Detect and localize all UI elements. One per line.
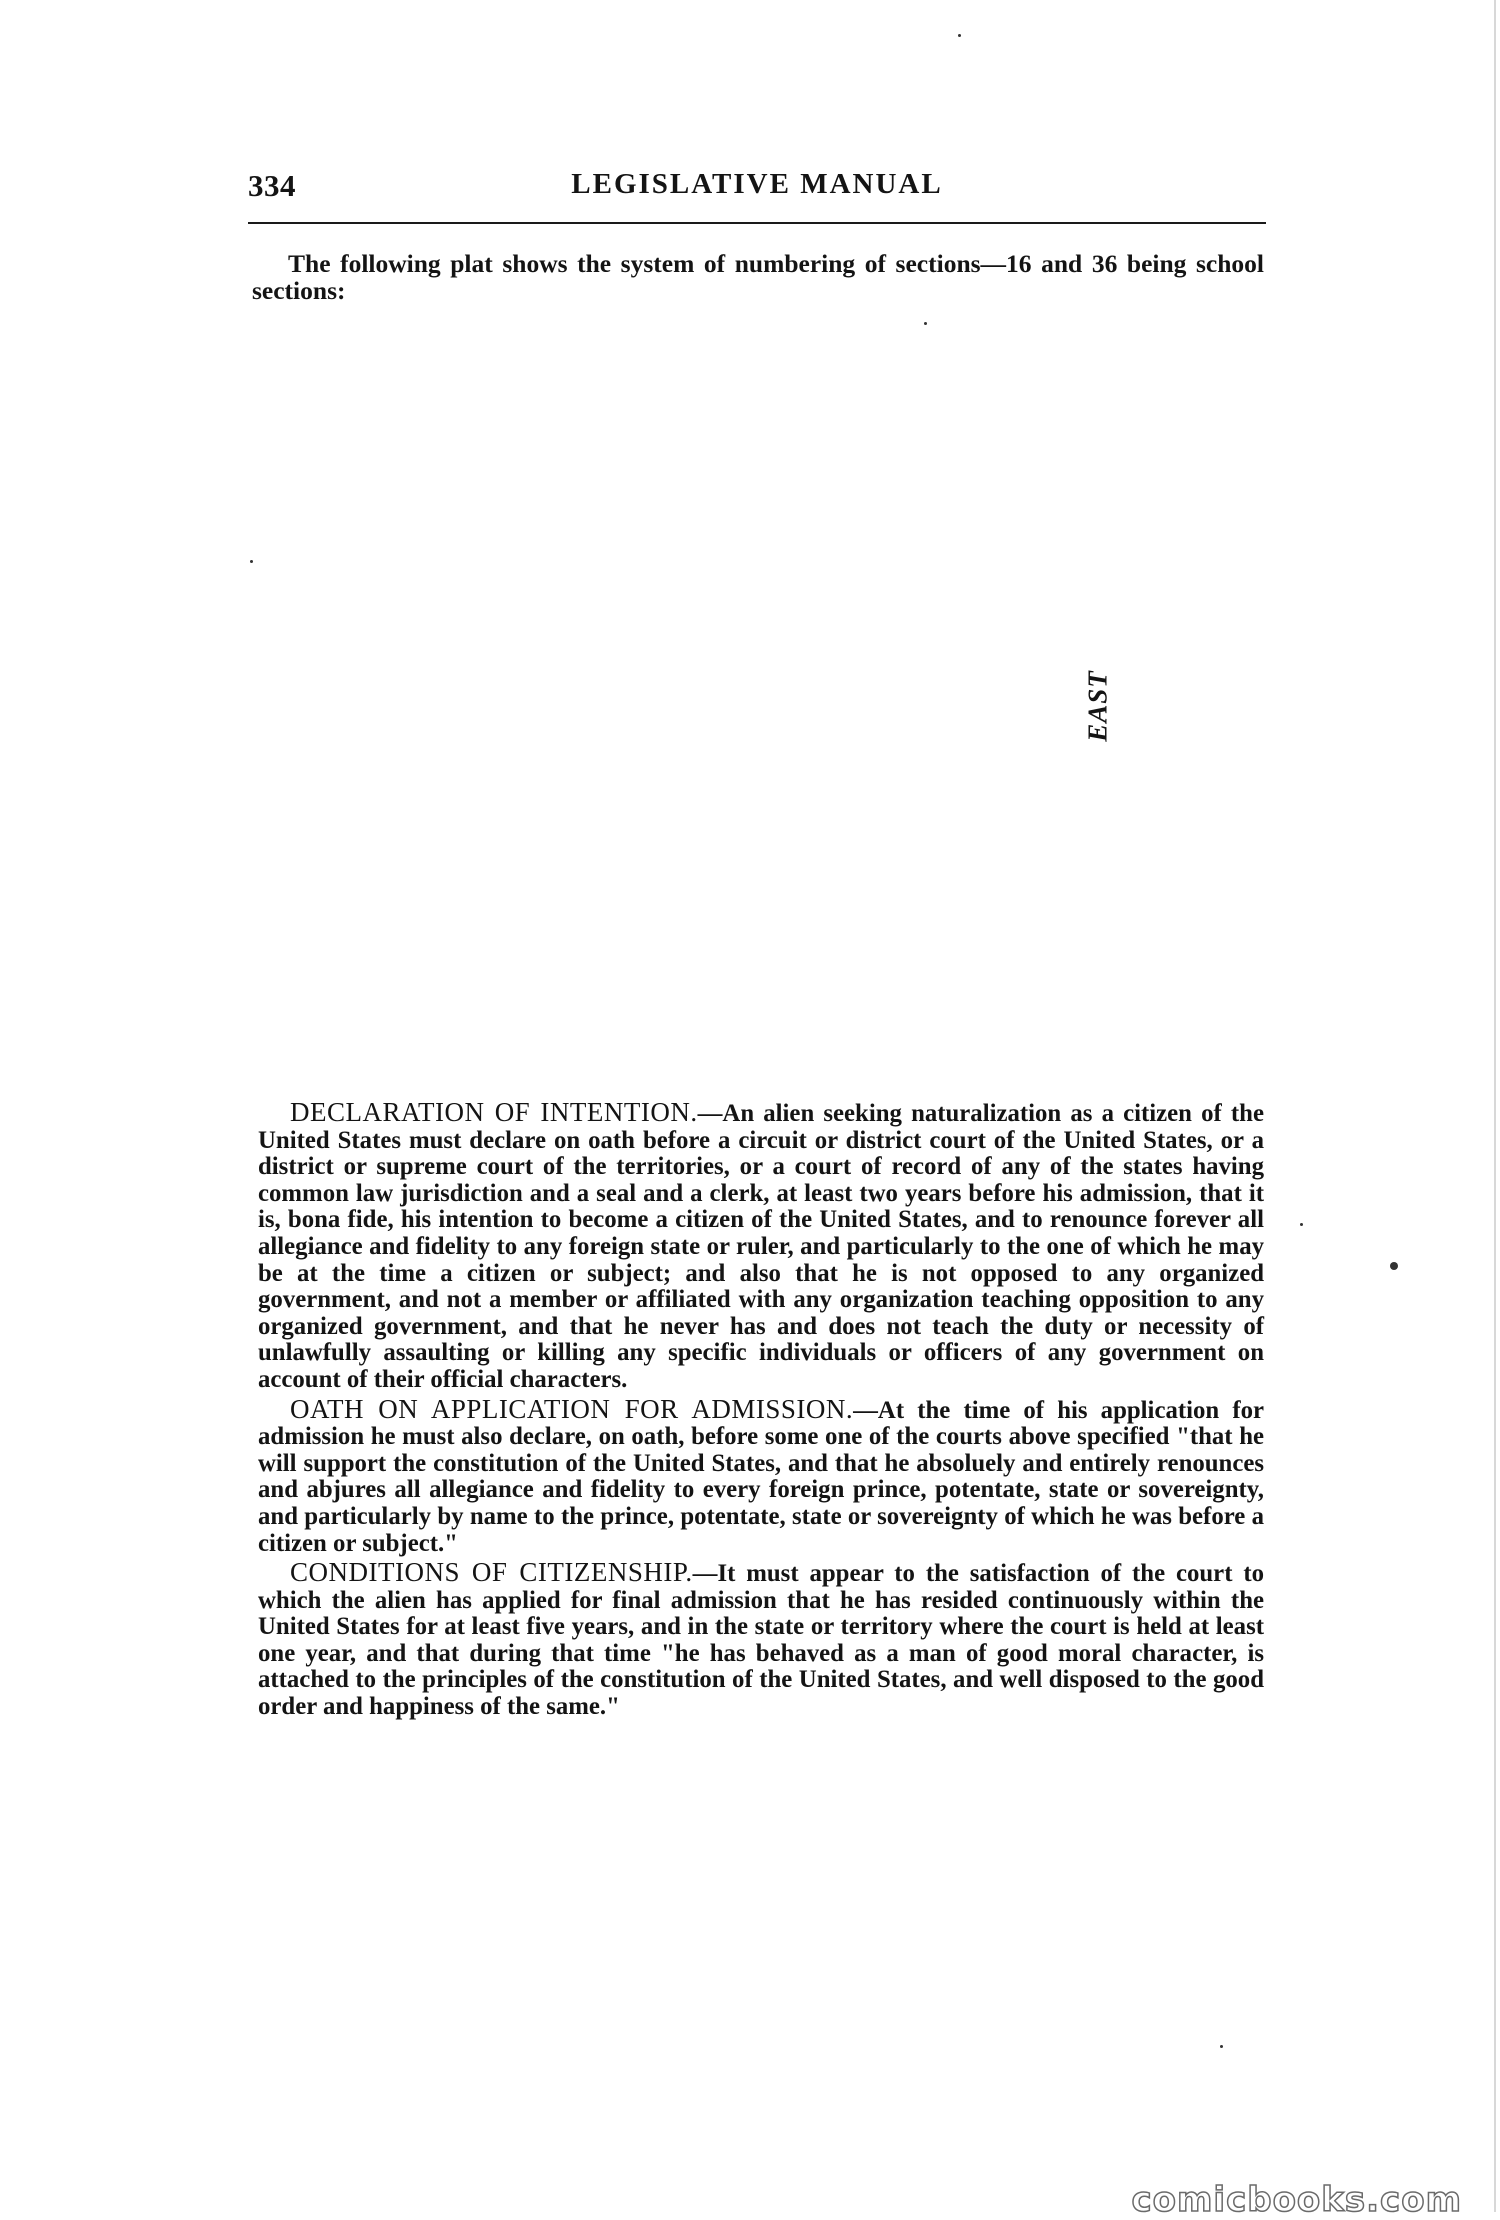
scan-speck <box>250 560 253 563</box>
section-heading: CONDITIONS OF CITIZENSHIP. <box>290 1557 693 1588</box>
section-heading: DECLARATION OF INTENTION. <box>290 1097 698 1127</box>
page-number: 334 <box>248 168 296 203</box>
page-header <box>248 168 1266 224</box>
running-title: LEGISLATIVE MANUAL <box>571 168 943 200</box>
scan-speck <box>1220 2045 1223 2048</box>
section-heading: OATH ON APPLICATION FOR ADMISSION. <box>290 1393 854 1424</box>
section-oath <box>258 1393 1264 1558</box>
section-text: —It must appear to the satisfaction of the court to which the alien has applied for final admission that he has resided continuously within the United States for at least five years, and in the state or territory where the court is held at least one year, and that during that time "he has behaved as a man of good moral character, is attached to the principles of the constitution of the United States, and well disposed to the good order and happiness of the same." <box>258 1560 1264 1721</box>
scan-speck <box>924 322 927 325</box>
section-conditions <box>258 1559 1264 1721</box>
intro-paragraph: The following plat shows the system of numbering of sections—16 and 36 being school sections: <box>252 249 1264 305</box>
page-edge <box>1494 0 1496 2212</box>
scan-speck <box>1300 1223 1303 1226</box>
section-declaration <box>258 1099 1264 1394</box>
plat-east-label: EAST <box>1082 670 1113 742</box>
section-text: —At the time of his application for admission he must also declare, on oath, before some one of the courts above specified "that he will support the constitution of the United States, and that he absoluely and entirely renounces and abjures all allegiance and fidelity to every foreign prince, potentate, state or sovereignty, and particularly by name to the prince, potentate, state or sovereignty of which he was before a citizen or subject." <box>258 1396 1264 1557</box>
scan-speck <box>958 34 961 37</box>
body-text <box>258 1099 1264 1723</box>
watermark-logo: comicbooks.com <box>1131 2180 1462 2220</box>
section-text: —An alien seeking naturalization as a citizen of the United States must declare on oath before a circuit or district court of the United States, or a district or supreme court of the territories, or a court of record of any of the states having common law jurisdiction and a seal and a clerk, at least two years before his admission, that it is, bona fide, his intention to become a citizen of the United States, and to renounce forever all allegiance and fidelity to any foreign state or ruler, and particularly to the one of which he may be at the time a citizen or subject; and also that he is not opposed to any organized government, and not a member or affiliated with any organization teaching opposition to any organized government, and that he never has and does not teach the duty or necessity of unlawfully assaulting or killing any specific individuals or officers of any government on account of their official characters. <box>258 1100 1264 1393</box>
scan-speck <box>1390 1262 1398 1270</box>
